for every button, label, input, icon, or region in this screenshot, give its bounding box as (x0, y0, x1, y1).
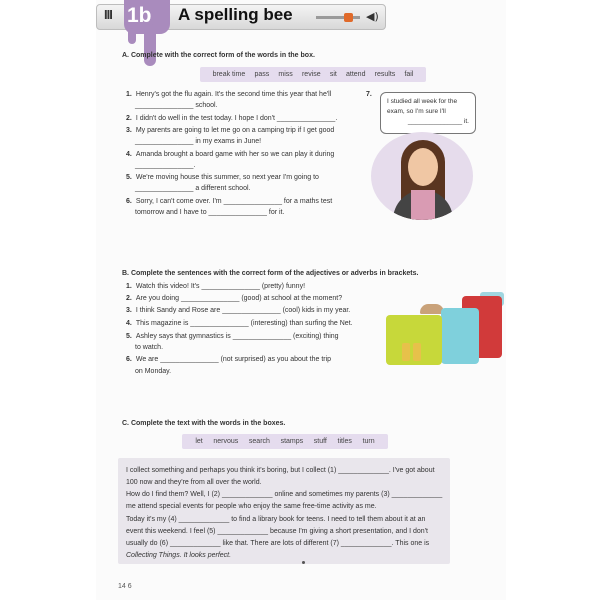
exercise-line: 6. We are _______________ (not surprised) as you about the trip (126, 356, 332, 363)
decorative-dot (302, 561, 305, 564)
exercise-line: tomorrow and I have to _______________ for it. (135, 209, 285, 216)
word: stamps (280, 438, 304, 445)
text-line: 100 now and they're from all over the world. (126, 479, 262, 486)
word: turn (362, 438, 375, 445)
student-photo (371, 132, 473, 220)
exercise-line: to watch. (135, 344, 164, 351)
bottle-illustration (402, 343, 410, 361)
exercise-line: 3. My parents are going to let me go on a camping trip if I get good (126, 127, 335, 134)
section-a-word-box (200, 67, 426, 82)
exercise-line: on Monday. (135, 368, 172, 375)
word: pass (254, 71, 270, 78)
bottle-illustration (413, 343, 421, 361)
section-c-text-box (118, 458, 450, 564)
speaker-icon: ◀) (366, 10, 379, 23)
exercise-line: _______________ in my exams in June! (135, 138, 262, 145)
section-b-instruction: B. Complete the sentences with the correct form of the adjectives or adverbs in brackets. (122, 270, 419, 277)
bubble-line: exam, so I'm sure I'll (387, 108, 446, 115)
unit-bars: III (104, 7, 112, 22)
exercise-line: 4. This magazine is _______________ (interesting) than surfing the Net. (126, 320, 353, 327)
word: attend (346, 71, 366, 78)
exercise-line: 1. Watch this video! It's _______________ (pretty) funny! (126, 283, 306, 290)
page-number: 14 6 (118, 583, 132, 590)
lesson-title: A spelling bee (178, 5, 293, 24)
word: break time (212, 71, 246, 78)
exercise-line: _______________ school. (135, 102, 218, 109)
text-line: Today it's my (4) _____________ to find a library book for teens. I need to tell them about it at an (126, 516, 426, 523)
item-7-number: 7. (366, 91, 372, 98)
section-c-word-box (182, 434, 388, 449)
section-c-instruction: C. Complete the text with the words in the boxes. (122, 420, 286, 427)
exercise-line: _______________ a different school. (135, 185, 251, 192)
exercise-line: 2. I didn't do well in the test today. I hope I don't _______________. (126, 115, 338, 122)
text-line: usually do (6) _____________ like that. There are lots of different (7) _____________. This one is (126, 540, 430, 547)
exercise-line: 1. Henry's got the flu again. It's the second time this year that he'll (126, 91, 332, 98)
exercise-line: 2. Are you doing _______________ (good) at school at the moment? (126, 295, 343, 302)
paint-drip-small (128, 28, 136, 44)
exercise-line: 5. Ashley says that gymnastics is _______________ (exciting) thing (126, 333, 339, 340)
word: results (374, 71, 396, 78)
word: miss (278, 71, 293, 78)
word: titles (337, 438, 352, 445)
blue-suitcase-illustration (441, 308, 479, 364)
text-line: event this weekend. I feel (5) _____________ because I'm giving a short presentation, and I don't (126, 528, 428, 535)
text-line: Collecting Things. It looks perfect. (126, 552, 232, 559)
word: stuff (313, 438, 327, 445)
text-line: How do I find them? Well, I (2) _____________ online and sometimes my parents (3) _____________ (126, 491, 443, 498)
word: sit (329, 71, 337, 78)
exercise-line: 3. I think Sandy and Rose are _______________ (cool) kids in my year. (126, 307, 351, 314)
audio-slider-track (316, 16, 360, 19)
text-line: I collect something and perhaps you think it's boring, but I collect (1) _____________. I've got about (126, 467, 435, 474)
exercise-line: 5. We're moving house this summer, so next year I'm going to (126, 174, 319, 181)
word: revise (301, 71, 321, 78)
exercise-line: 6. Sorry, I can't come over. I'm _______________ for a maths test (126, 198, 333, 205)
word: fail (404, 71, 414, 78)
audio-slider-knob (344, 13, 353, 22)
bubble-line: I studied all week for the (387, 98, 458, 105)
exercise-line: 4. Amanda brought a board game with her so we can play it during (126, 151, 335, 158)
section-a-instruction: A. Complete with the correct form of the words in the box. (122, 52, 315, 59)
word: nervous (213, 438, 239, 445)
exercise-line: _______________. (135, 162, 196, 169)
text-line: me attend special events for people who enjoy the same free-time activity as me. (126, 503, 377, 510)
unit-number: 1b (127, 4, 152, 27)
paint-drip-tail (144, 24, 156, 66)
bubble-line: _______________ it. (407, 118, 469, 125)
word: search (248, 438, 270, 445)
word: let (195, 438, 203, 445)
